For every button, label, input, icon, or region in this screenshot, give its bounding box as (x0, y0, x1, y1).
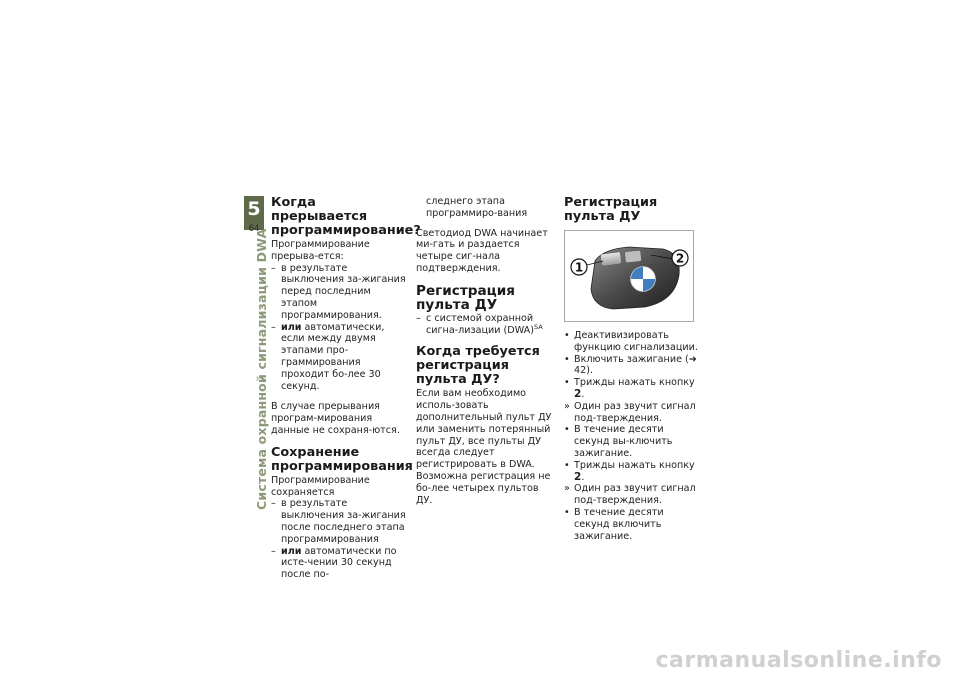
step-text: В течение десяти секунд включить зажигание. (574, 506, 664, 542)
step-marker: • (564, 330, 570, 341)
dash-marker: – (416, 312, 421, 324)
button-number: 2 (574, 470, 582, 483)
paragraph-led: Светодиод DWA начинает ми-гать и раздается четыре сиг-нала подтверждения. (416, 227, 548, 274)
step-text: Один раз звучит сигнал под-тверждения. (574, 400, 696, 424)
result-marker: » (564, 400, 570, 412)
column-2 (416, 196, 552, 515)
keyword: или (281, 545, 302, 557)
step-item (564, 401, 700, 425)
heading-remote-registration: Регистрация пульта ДУ (416, 282, 515, 313)
step-text: В течение десяти секунд вы-ключить зажигание. (574, 424, 673, 459)
step-text: Включить зажигание ( (574, 353, 689, 365)
list-item (271, 322, 407, 393)
heading-when-required: Когда требуется регистрация пульта ДУ? (416, 344, 540, 388)
list-item-text: в результате выключения за-жигания перед последним этапом программирования. (281, 262, 406, 321)
callout-label-1: 1 (574, 260, 584, 275)
heading-save: Сохранение программирования (271, 444, 413, 474)
step-marker: • (564, 353, 570, 365)
dash-marker: – (271, 262, 276, 274)
remote-key-illustration (565, 231, 693, 321)
step-marker: • (564, 424, 570, 436)
step-marker: • (564, 459, 570, 471)
page-ref: 42). (574, 365, 594, 377)
paragraph-not-saved: В случае прерывания програм-мирования данные не сохраня-ются. (271, 401, 400, 436)
side-title: Система охранной сигнализации DWA (254, 228, 269, 510)
list-item (271, 546, 407, 581)
dash-marker: – (271, 321, 276, 333)
remote-list (416, 313, 552, 337)
heading-remote-registration-steps: Регистрация пульта ДУ (564, 195, 658, 224)
list-item-text: с системой охранной сигна-лизации (DWA) (426, 312, 534, 336)
step-item (564, 483, 700, 507)
chapter-tab: 5 (244, 196, 264, 230)
continued-text: следнего этапа программиро-вания (426, 196, 528, 219)
list-item-text: автоматически, если между двумя этапами про-граммирования проходит бо-лее 30 секунд. (281, 321, 385, 392)
column-3 (564, 196, 700, 542)
paragraph-save: Программирование сохраняется (271, 474, 370, 498)
step-item (564, 460, 700, 484)
registration-steps (564, 330, 700, 542)
sa-superscript: SA (533, 322, 543, 331)
step-tail: . (581, 471, 585, 483)
step-item (564, 377, 700, 401)
list-item (271, 263, 407, 322)
keyword: или (281, 321, 302, 333)
result-marker: » (564, 483, 570, 495)
step-marker: • (564, 506, 570, 518)
paragraph-interrupt: Программирование прерыва-ется: (271, 239, 370, 262)
interrupt-list (271, 263, 407, 393)
watermark: carmanualsonline.info (655, 648, 942, 673)
remote-key-figure (564, 230, 694, 322)
heading-interrupt: Когда прерывается программирование? (271, 195, 421, 238)
paragraph-when-required: Если вам необходимо исполь-зовать дополнительный пульт ДУ или заменить потерянный пульт ДУ, все пульты ДУ всегда следует регистрировать в DWA. Возможна регистрация не бо-лее четырех пультов ДУ. (416, 388, 552, 506)
step-item (564, 424, 700, 459)
step-item (564, 507, 700, 542)
step-text: Трижды нажать кнопку (574, 459, 695, 471)
list-item (416, 313, 552, 337)
page-number: 64 (248, 224, 260, 234)
step-tail: . (581, 388, 585, 400)
dash-marker: – (271, 545, 276, 557)
column-1 (271, 195, 421, 590)
step-text: Деактивизировать функцию сигнализации. (574, 330, 698, 353)
step-text: Один раз звучит сигнал под-тверждения. (574, 483, 696, 507)
callout-label-2: 2 (675, 251, 685, 266)
page-ref-arrow-icon: ➜ (688, 353, 697, 365)
step-text: Трижды нажать кнопку (574, 377, 695, 389)
step-item (564, 330, 700, 354)
dash-marker: – (271, 498, 276, 510)
list-item (271, 498, 407, 545)
step-item (564, 354, 700, 378)
list-item-text: автоматически по исте-чении 30 секунд после по- (281, 545, 397, 581)
step-marker: • (564, 377, 570, 389)
button-number: 2 (574, 387, 582, 400)
list-item-text: в результате выключения за-жигания после последнего этапа программирования (281, 498, 406, 545)
save-list (271, 498, 407, 581)
